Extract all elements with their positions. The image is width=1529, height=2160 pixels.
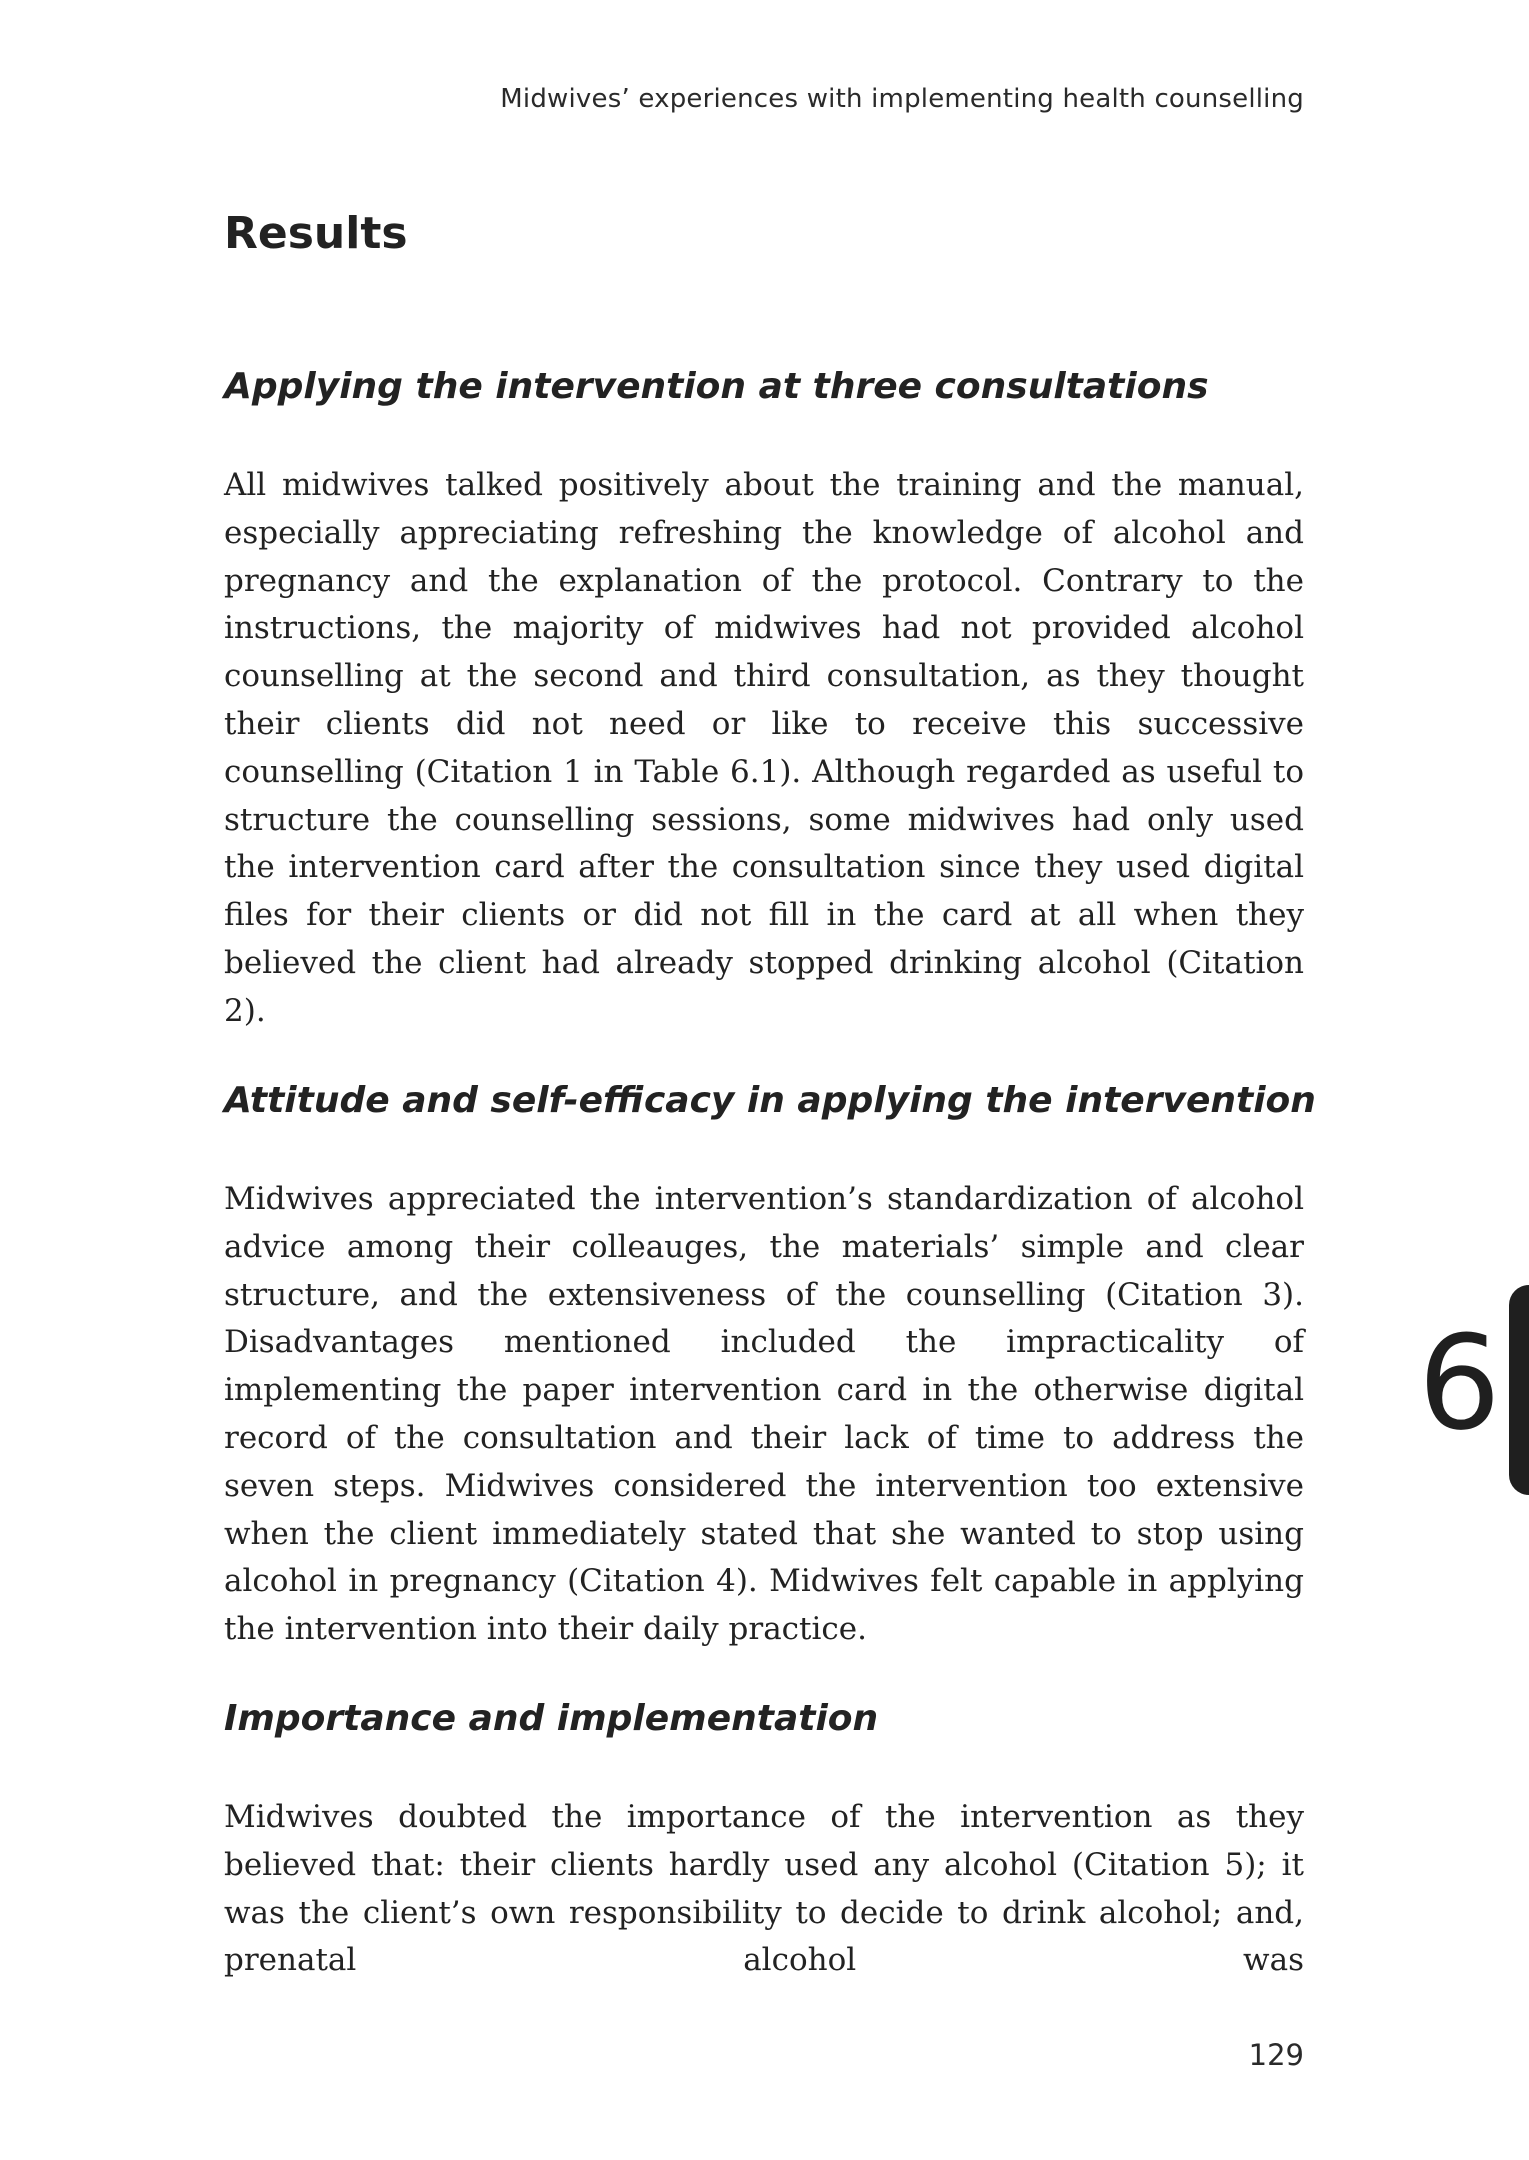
paragraph-importance: Midwives doubted the importance of the intervention as they believed that: their clients hardly used any alcohol (Citation 5); it was the client’s own responsibility to decide to drink alcohol; and, prenatal alcohol was	[224, 1799, 1304, 1979]
page-number: 129	[1248, 2038, 1304, 2072]
subsection-heading-importance: Importance and implementation	[224, 1698, 879, 1739]
paragraph-applying: All midwives talked positively about the training and the manual, especially appreciating refreshing the knowledge of alcohol and pregnancy and the explanation of the protocol. Contrary to the instructions, the majority of midwives had not provided alcohol counselling at the second and third consultation, as they thought their clients did not need or like to receive this successive counselling (Citation 1 in Table 6.1). Although regarded as useful to structure the counselling sessions, some midwives had only used the intervention card after the consultation since they used digital files for their clients or did not fill in the card at all when they believed the client had already stopped drinking alcohol (Citation 2).	[224, 467, 1304, 1029]
section-title: Results	[224, 208, 408, 259]
chapter-number: 6	[1418, 1307, 1501, 1459]
subsection-heading-applying: Applying the intervention at three consultations	[224, 366, 1209, 407]
chapter-tab	[1509, 1285, 1529, 1495]
subsection-heading-attitude: Attitude and self-efficacy in applying the intervention	[224, 1080, 1316, 1121]
running-header: Midwives’ experiences with implementing health counselling	[500, 84, 1304, 114]
paragraph-attitude: Midwives appreciated the intervention’s standardization of alcohol advice among their colleauges, the materials’ simple and clear structure, and the extensiveness of the counselling (Citation 3). Disadvantages mentioned included the impracticality of implementing the paper intervention card in the otherwise digital record of the consultation and their lack of time to address the seven steps. Midwives considered the intervention too extensive when the client immediately stated that she wanted to stop using alcohol in pregnancy (Citation 4). Midwives felt capable in applying the intervention into their daily practice.	[224, 1181, 1304, 1648]
